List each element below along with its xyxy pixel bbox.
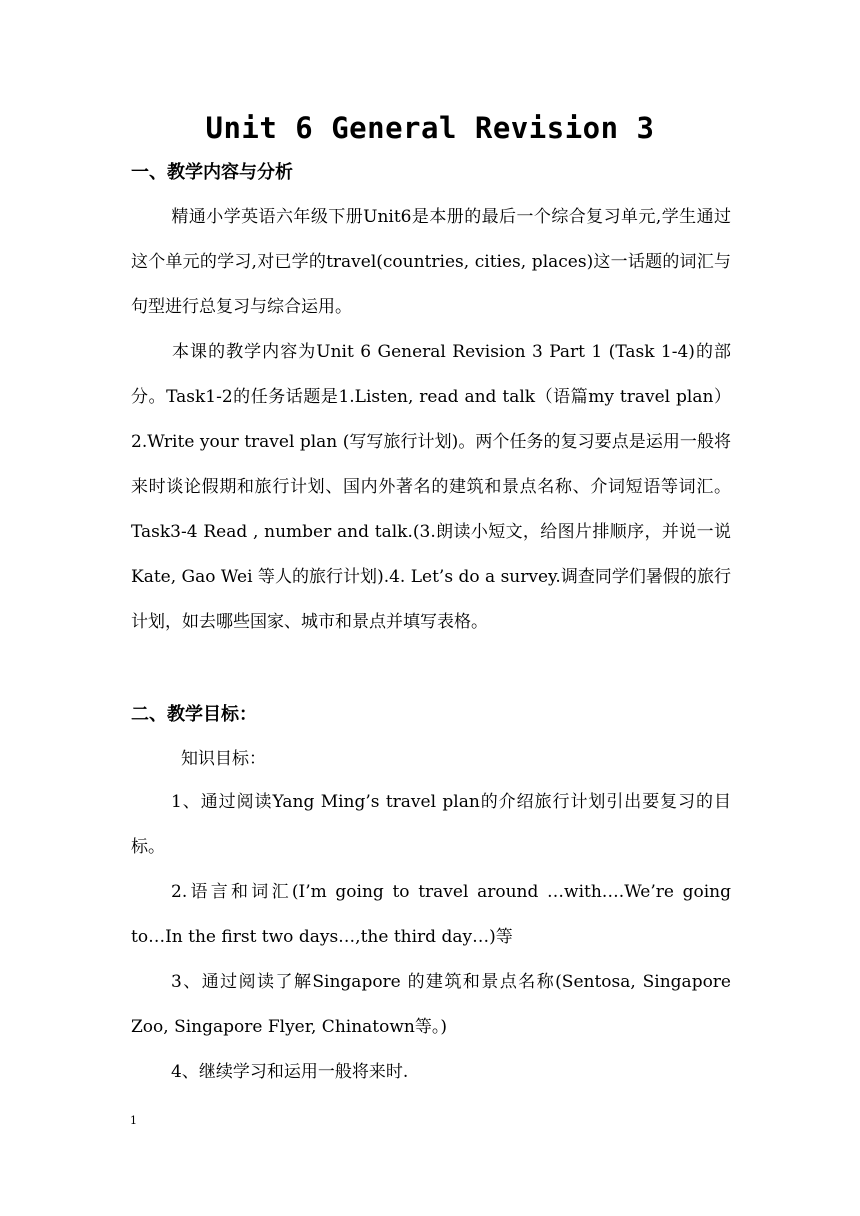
subheading-knowledge-objectives: 知识目标： (181, 749, 266, 769)
section-heading-content-analysis: 一、教学内容与分析 (131, 162, 293, 183)
page-number: 1 (130, 1114, 137, 1127)
objective-item-4-text: 4、继续学习和运用一般将来时. (171, 1062, 409, 1082)
objective-item-1 (131, 780, 731, 870)
objective-item-1-text: 1、通过阅读Yang Ming’s travel plan的介绍旅行计划引出要复习的目标。 (131, 792, 731, 857)
objective-item-3 (131, 960, 731, 1050)
paragraph-lesson-content (131, 330, 731, 645)
paragraph-unit-overview (131, 195, 731, 330)
objective-item-2-text: 2.语言和词汇(I’m going to travel around …with….We’re going to…In the first two days…,the third day…)等 (131, 882, 731, 947)
paragraph-unit-overview-text: 精通小学英语六年级下册Unit6是本册的最后一个综合复习单元,学生通过这个单元的学习,对已学的travel(countries, cities, places)这一话题的词汇与句型进行总复习与综合运用。 (131, 207, 731, 317)
objective-item-2 (131, 870, 731, 960)
section-heading-teaching-objectives: 二、教学目标： (131, 704, 257, 725)
objective-item-3-text: 3、通过阅读了解Singapore 的建筑和景点名称(Sentosa, Singapore Zoo, Singapore Flyer, Chinatown等。) (131, 972, 731, 1037)
paragraph-lesson-content-text: 本课的教学内容为Unit 6 General Revision 3 Part 1 (Task 1-4)的部分。Task1-2的任务话题是1.Listen, read and talk（语篇my travel plan）2.Write your travel plan (写写旅行计划)。两个任务的复习要点是运用一般将来时谈论假期和旅行计划、国内外著名的建筑和景点名称、介词短语等词汇。Task3-4 Read , number and talk.(3.朗读小短文，给图片排顺序，并说一说 Kate, Gao Wei 等人的旅行计划).4. Let’s do a survey.调查同学们暑假的旅行计划，如去哪些国家、城市和景点并填写表格。 (131, 342, 731, 632)
document-title: Unit 6 General Revision 3 (205, 111, 655, 145)
objective-item-4 (131, 1050, 731, 1095)
